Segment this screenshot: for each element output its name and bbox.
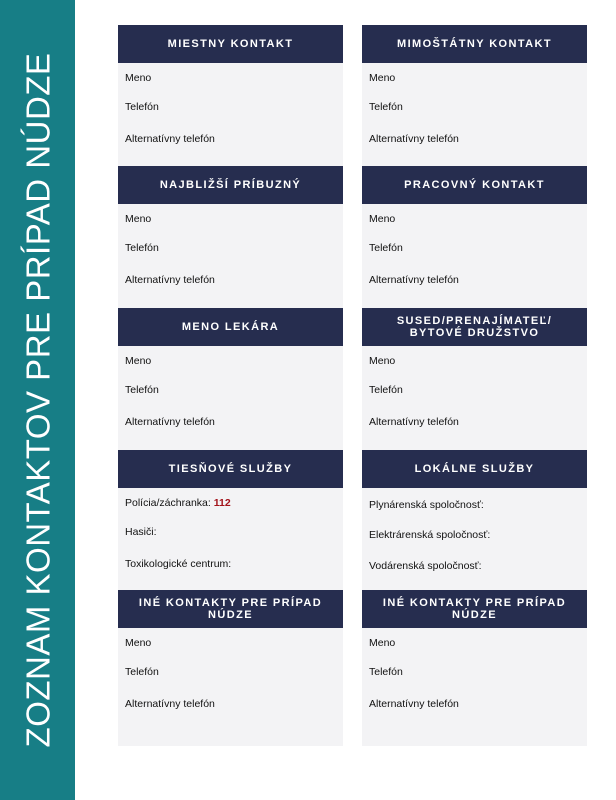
card-header: INÉ KONTAKTY PRE PRÍPAD NÚDZE xyxy=(362,590,587,628)
field-label: Polícia/záchranka: xyxy=(125,497,211,509)
sidebar xyxy=(0,0,75,800)
field-water-company: Vodárenská spoločnosť: xyxy=(369,560,482,572)
card-body xyxy=(118,63,343,181)
field-alt-phone: Alternatívny telefón xyxy=(125,274,215,286)
card-header: LOKÁLNE SLUŽBY xyxy=(362,450,587,488)
field-alt-phone: Alternatívny telefón xyxy=(369,416,459,428)
field-fire-department: Hasiči: xyxy=(125,526,157,538)
field-name: Meno xyxy=(369,72,396,84)
card-header: INÉ KONTAKTY PRE PRÍPAD NÚDZE xyxy=(118,590,343,628)
field-phone: Telefón xyxy=(369,666,403,678)
card-body xyxy=(362,628,587,746)
card-body xyxy=(362,63,587,181)
field-phone: Telefón xyxy=(125,666,159,678)
field-phone: Telefón xyxy=(125,242,159,254)
emergency-number: 112 xyxy=(213,497,231,509)
field-phone: Telefón xyxy=(369,242,403,254)
card-body xyxy=(118,346,343,464)
card-header: MENO LEKÁRA xyxy=(118,308,343,346)
card-body xyxy=(362,346,587,464)
field-name: Meno xyxy=(125,355,152,367)
card-next-of-kin xyxy=(118,166,343,322)
field-name: Meno xyxy=(125,72,152,84)
field-name: Meno xyxy=(125,637,152,649)
field-poison-center: Toxikologické centrum: xyxy=(125,558,232,570)
field-police-ambulance xyxy=(125,497,231,509)
card-body xyxy=(118,204,343,322)
card-header: MIESTNY KONTAKT xyxy=(118,25,343,63)
card-body xyxy=(118,628,343,746)
field-name: Meno xyxy=(369,355,396,367)
card-header: TIESŇOVÉ SLUŽBY xyxy=(118,450,343,488)
card-header: NAJBLIŽŠÍ PRÍBUZNÝ xyxy=(118,166,343,204)
card-header: MIMOŠTÁTNY KONTAKT xyxy=(362,25,587,63)
page-title: ZOZNAM KONTAKTOV PRE PRÍPAD NÚDZE xyxy=(18,52,56,748)
field-name: Meno xyxy=(125,213,152,225)
card-out-of-state-contact xyxy=(362,25,587,181)
field-alt-phone: Alternatívny telefón xyxy=(125,416,215,428)
field-alt-phone: Alternatívny telefón xyxy=(369,133,459,145)
field-alt-phone: Alternatívny telefón xyxy=(369,274,459,286)
card-local-services xyxy=(362,450,587,606)
field-electric-company: Elektrárenská spoločnosť: xyxy=(369,529,491,541)
card-work-contact xyxy=(362,166,587,322)
field-alt-phone: Alternatívny telefón xyxy=(125,133,215,145)
field-alt-phone: Alternatívny telefón xyxy=(369,698,459,710)
field-name: Meno xyxy=(369,213,396,225)
card-header: PRACOVNÝ KONTAKT xyxy=(362,166,587,204)
card-neighbor-landlord xyxy=(362,308,587,464)
card-emergency-services xyxy=(118,450,343,606)
card-other-contacts-2 xyxy=(362,590,587,746)
field-phone: Telefón xyxy=(369,384,403,396)
field-phone: Telefón xyxy=(369,101,403,113)
field-phone: Telefón xyxy=(125,101,159,113)
card-local-contact xyxy=(118,25,343,181)
field-phone: Telefón xyxy=(125,384,159,396)
field-name: Meno xyxy=(369,637,396,649)
card-other-contacts-1 xyxy=(118,590,343,746)
card-doctor xyxy=(118,308,343,464)
field-alt-phone: Alternatívny telefón xyxy=(125,698,215,710)
field-gas-company: Plynárenská spoločnosť: xyxy=(369,499,484,511)
card-body xyxy=(362,204,587,322)
card-header: SUSED/PRENAJÍMATEĽ/ BYTOVÉ DRUŽSTVO xyxy=(362,308,587,346)
card-body xyxy=(118,488,343,606)
card-body xyxy=(362,488,587,606)
